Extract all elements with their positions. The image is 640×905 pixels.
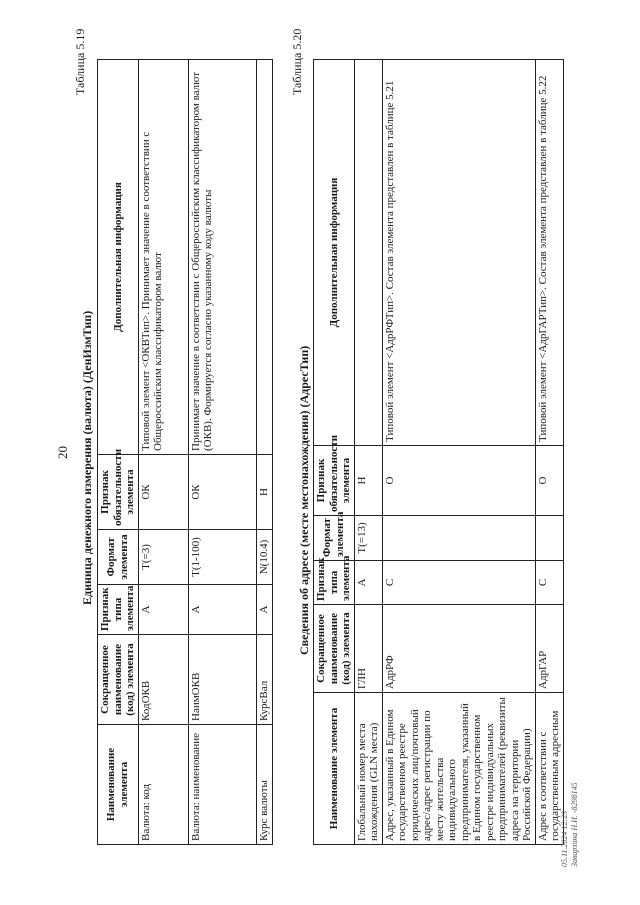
- table-1-label: Таблица 5.19: [73, 28, 87, 95]
- footer-stamp: [560, 782, 580, 867]
- table-cell: НаимОКВ: [188, 635, 256, 725]
- table-cell: [256, 60, 272, 455]
- table-2-header-format: Формат элемента: [314, 516, 355, 561]
- table-cell: ОК: [188, 455, 256, 530]
- table-row: [382, 60, 535, 845]
- table-cell: [382, 516, 535, 561]
- table-cell: [535, 516, 563, 561]
- table-cell: Типовой элемент <АдрГАРТип>. Состав элемента представлен в таблице 5.22: [535, 60, 563, 446]
- table-cell: Н: [256, 455, 272, 530]
- table-row: [535, 60, 563, 845]
- table-cell: Принимает значение в соответствии с Общероссийским классификатором валют (ОКВ). Формируется согласно указанному коду валюты: [188, 60, 256, 455]
- table-cell: Адрес, указанный в Едином государственном реестре юридических лиц/почтовый адрес/адрес регистрации по месту жительства индивидуального предпринимателя, указанный в Едином государственном реестре индивидуальных предпринимателей (реквизиты адреса на территории Российской Федерации): [382, 693, 535, 845]
- table-2-header-short: Сокращенное наименование (код) элемента: [314, 605, 355, 693]
- table-cell: ГЛН: [354, 605, 382, 693]
- table-1-header-row: [98, 60, 139, 845]
- table-row: [138, 60, 188, 845]
- table-row: [188, 60, 256, 845]
- table-cell: АдрРФ: [382, 605, 535, 693]
- table-2-header-info: Дополнительная информация: [314, 60, 355, 446]
- table-2: [313, 59, 564, 845]
- table-1-header-type: Признак типа элемента: [98, 585, 139, 635]
- table-cell: С: [535, 561, 563, 605]
- page-number: 20: [55, 446, 70, 459]
- table-row: [354, 60, 382, 845]
- table-row: [256, 60, 272, 845]
- table-cell: Глобальный номер места нахождения (GLN места): [354, 693, 382, 845]
- table-cell: АдрГАР: [535, 605, 563, 693]
- table-cell: ОК: [138, 455, 188, 530]
- table-cell: КурсВал: [256, 635, 272, 725]
- table-cell: О: [382, 446, 535, 516]
- table-2-header-required: Признак обязательности элемента: [314, 446, 355, 516]
- table-1-caption: Единица денежного измерения (валюта) (ДенИзмТип): [80, 310, 94, 605]
- table-cell: А: [256, 585, 272, 635]
- table-cell: А: [188, 585, 256, 635]
- table-2-header-type: Признак типа элемента: [314, 561, 355, 605]
- table-cell: Т(1-100): [188, 530, 256, 585]
- table-1-header-name: Наименование элемента: [98, 725, 139, 845]
- table-cell: Н: [354, 446, 382, 516]
- table-cell: Курс валюты: [256, 725, 272, 845]
- table-1: [97, 59, 273, 845]
- table-cell: КодОКВ: [138, 635, 188, 725]
- table-cell: Т(=13): [354, 516, 382, 561]
- table-1-header-required: Признак обязательности элемента: [98, 455, 139, 530]
- table-1-header-info: Дополнительная информация: [98, 60, 139, 455]
- table-2-header-name: Наименование элемента: [314, 693, 355, 845]
- table-cell: Типовой элемент <ОКВТип>. Принимает значение в соответствии с Общероссийским классификатором валют: [138, 60, 188, 455]
- table-2-header-row: [314, 60, 355, 845]
- table-cell: О: [535, 446, 563, 516]
- table-cell: Валюта: наименование: [188, 725, 256, 845]
- table-2-caption: Сведения об адресе (месте местонахождения) (АдресТип): [297, 345, 311, 655]
- table-1-header-format: Формат элемента: [98, 530, 139, 585]
- stamp-author: Заварзина Н.И. -8298145: [570, 782, 579, 867]
- table-cell: С: [382, 561, 535, 605]
- table-cell: N(10.4): [256, 530, 272, 585]
- table-cell: А: [138, 585, 188, 635]
- table-cell: Т(=3): [138, 530, 188, 585]
- table-cell: А: [354, 561, 382, 605]
- table-cell: [354, 60, 382, 446]
- table-cell: Адрес в соответствии с государственным адресным: [535, 693, 563, 845]
- stamp-date: 05.11.2024 12:23: [560, 810, 569, 867]
- table-cell: Валюта: код: [138, 725, 188, 845]
- table-1-header-short: Сокращенное наименование (код) элемента: [98, 635, 139, 725]
- table-cell: Типовой элемент <АдрРФТип>. Состав элемента представлен в таблице 5.21: [382, 60, 535, 446]
- table-2-label: Таблица 5.20: [290, 28, 304, 95]
